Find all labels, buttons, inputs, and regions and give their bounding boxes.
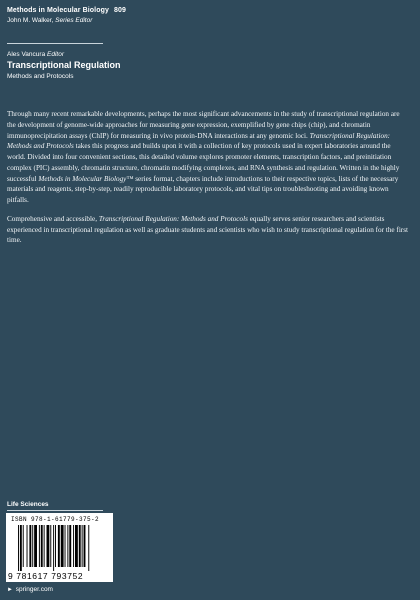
p1-text-a: Through many recent remarkable developments, perhaps the most significant advancements in the study of transcriptional regulation are the development of genome-wide approaches for measuring gene expression, exemplified by gene chips (chip), and chromatin immunoprecipitation assays (ChIP) for measuring in vivo protein-DNA interactions at any genomic loci. [7, 110, 400, 140]
book-subtitle: Methods and Protocols [7, 73, 74, 80]
barcode-icon [18, 525, 108, 571]
p1-series-ref: Methods in Molecular Biology™ [38, 174, 134, 183]
bottom-divider-rule [7, 510, 103, 511]
series-editor-role: Series Editor [55, 17, 93, 24]
p2-title-ref: Transcriptional Regulation: Methods and Protocols [98, 214, 248, 223]
website-url: springer.com [15, 586, 53, 593]
subject-category: Life Sciences [7, 501, 49, 508]
p1-text-e: series format, chapters include introductions to their respective topics, lists of the necessary materials and reagents, step-by-step, readily reproducible laboratory protocols, and vital tips on troubleshooting and avoiding known pitfalls. [7, 174, 399, 204]
description-paragraph-1 [7, 109, 408, 206]
series-name: Methods in Molecular Biology [7, 7, 109, 14]
isbn-barcode [6, 513, 113, 582]
p2-text-c: equally serves senior researchers and scientists experienced in transcriptional regulation as well as graduate students and scientists who wish to study transcriptional regulation for the first time. [7, 214, 408, 245]
series-editor [7, 16, 407, 25]
p2-text-a: Comprehensive and accessible, [7, 214, 99, 223]
ean-digits: 9 781617 793752 [8, 571, 84, 581]
book-title: Transcriptional Regulation [7, 60, 121, 70]
p1-text-c: takes this progress and builds upon it with a collection of key protocols used in expert laboratories around the world. Divided into four convenient sections, this detailed volume explores promoter elements, transcription factors, and preinitiation complex (PIC) assembly, chromatin structure, chromatin modifying complexes, and RNA synthesis and regulation. Written in the highly successful [7, 142, 400, 183]
book-description [7, 109, 408, 254]
arrow-icon: ► [7, 587, 13, 593]
isbn-text: ISBN 978-1-61779-375-2 [11, 516, 100, 523]
series-editor-name: John M. Walker, [7, 17, 54, 24]
series-line [7, 6, 407, 16]
p1-title-ref: Transcriptional Regulation: Methods and Protocols [7, 131, 391, 151]
series-number: 809 [113, 7, 126, 14]
book-editor [7, 50, 64, 59]
book-editor-name: Ales Vancura [7, 51, 46, 58]
publisher-website[interactable] [7, 585, 53, 595]
series-header [7, 6, 407, 25]
book-editor-role: Editor [47, 51, 64, 58]
description-paragraph-2 [7, 214, 408, 246]
divider-rule [7, 43, 103, 44]
